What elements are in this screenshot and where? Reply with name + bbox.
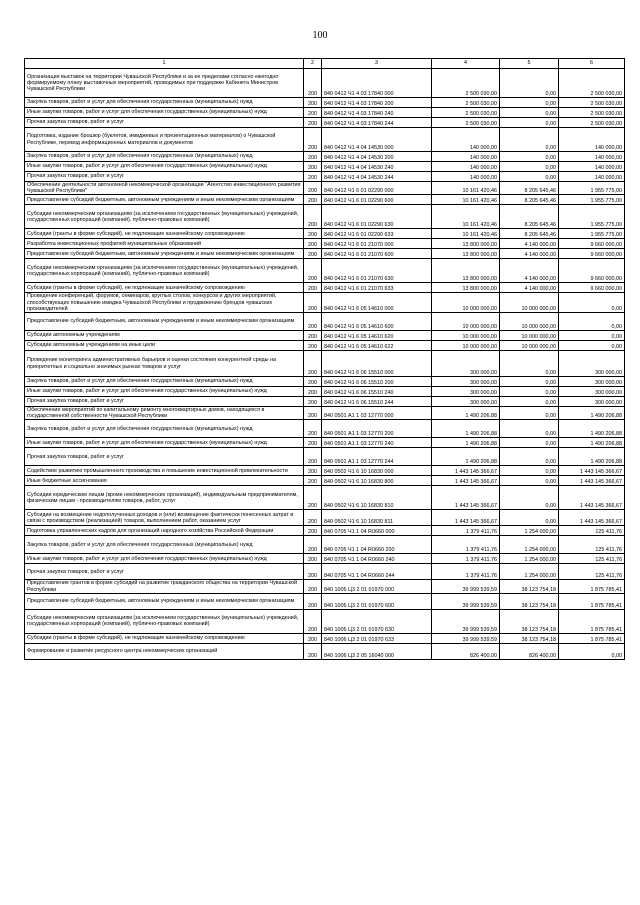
table-row bbox=[25, 420, 625, 438]
table-row bbox=[25, 249, 625, 259]
cell-remaining-amount: 9 660 000,00 bbox=[559, 283, 625, 293]
cell-executed-amount: 38 123 754,18 bbox=[500, 593, 559, 609]
cell-budget-code: 840 0501 А1 1 03 12770 240 bbox=[322, 438, 432, 448]
cell-line-code: 200 bbox=[304, 580, 322, 593]
cell-remaining-amount: 140 000,00 bbox=[559, 172, 625, 182]
cell-approved-amount: 10 161 420,46 bbox=[432, 205, 500, 229]
cell-line-code: 200 bbox=[304, 387, 322, 397]
cell-remaining-amount: 140 000,00 bbox=[559, 152, 625, 162]
cell-executed-amount: 4 140 000,00 bbox=[500, 259, 559, 283]
cell-executed-amount: 4 140 000,00 bbox=[500, 249, 559, 259]
cell-line-code: 200 bbox=[304, 118, 322, 128]
table-row bbox=[25, 172, 625, 182]
cell-approved-amount: 140 000,00 bbox=[432, 162, 500, 172]
cell-budget-code: 840 1006 Ц3 2 01 01970 000 bbox=[322, 580, 432, 593]
cell-approved-amount: 13 800 000,00 bbox=[432, 249, 500, 259]
cell-budget-code: 840 0502 Ч1 6 10 16830 810 bbox=[322, 486, 432, 510]
table-row bbox=[25, 182, 625, 195]
cell-line-code: 200 bbox=[304, 195, 322, 205]
table-row bbox=[25, 377, 625, 387]
cell-line-code: 200 bbox=[304, 448, 322, 466]
cell-executed-amount: 0,00 bbox=[500, 69, 559, 98]
cell-executed-amount: 0,00 bbox=[500, 351, 559, 377]
cell-line-code: 200 bbox=[304, 69, 322, 98]
cell-approved-amount: 300 000,00 bbox=[432, 377, 500, 387]
table-row bbox=[25, 239, 625, 249]
cell-executed-amount: 4 140 000,00 bbox=[500, 283, 559, 293]
cell-budget-code: 840 0412 Ч1 4 04 14530 000 bbox=[322, 128, 432, 152]
cell-name: Обеспечение деятельности автономной некоммерческой организации "Агентство инвестиционного развития Чувашской Республики" bbox=[25, 182, 304, 195]
column-header-approved: 4 bbox=[432, 59, 500, 69]
cell-remaining-amount: 1 955 775,00 bbox=[559, 182, 625, 195]
cell-remaining-amount: 1 490 206,88 bbox=[559, 448, 625, 466]
cell-executed-amount: 0,00 bbox=[500, 476, 559, 486]
table-row bbox=[25, 448, 625, 466]
cell-approved-amount: 140 000,00 bbox=[432, 152, 500, 162]
cell-name: Предоставление субсидий бюджетным, автономным учреждениям и иным некоммерческим организациям bbox=[25, 249, 304, 259]
cell-approved-amount: 2 500 030,00 bbox=[432, 98, 500, 108]
table-header-row bbox=[25, 59, 625, 69]
cell-budget-code: 840 0412 Ч1 6 01 02290 600 bbox=[322, 195, 432, 205]
table-row bbox=[25, 564, 625, 580]
cell-budget-code: 840 0412 Ч1 6 06 15510 240 bbox=[322, 387, 432, 397]
cell-executed-amount: 0,00 bbox=[500, 448, 559, 466]
cell-remaining-amount: 125 411,76 bbox=[559, 526, 625, 536]
cell-budget-code: 840 0501 А1 1 03 12770 000 bbox=[322, 407, 432, 420]
table-row bbox=[25, 293, 625, 313]
cell-budget-code: 840 0412 Ч1 4 04 14530 200 bbox=[322, 152, 432, 162]
cell-remaining-amount: 1 955 775,00 bbox=[559, 195, 625, 205]
cell-executed-amount: 0,00 bbox=[500, 128, 559, 152]
cell-approved-amount: 10 161 420,46 bbox=[432, 182, 500, 195]
cell-approved-amount: 1 443 145 366,67 bbox=[432, 510, 500, 526]
table-row bbox=[25, 229, 625, 239]
cell-name: Прочая закупка товаров, работ и услуг bbox=[25, 448, 304, 466]
cell-remaining-amount: 1 875 785,41 bbox=[559, 593, 625, 609]
cell-remaining-amount: 300 000,00 bbox=[559, 351, 625, 377]
table-row bbox=[25, 466, 625, 476]
cell-approved-amount: 10 000 000,00 bbox=[432, 313, 500, 331]
cell-remaining-amount: 1 443 145 366,67 bbox=[559, 476, 625, 486]
table-row bbox=[25, 438, 625, 448]
cell-remaining-amount: 9 660 000,00 bbox=[559, 249, 625, 259]
cell-line-code: 200 bbox=[304, 526, 322, 536]
cell-budget-code: 840 0412 Ч1 6 01 21070 000 bbox=[322, 239, 432, 249]
budget-table bbox=[24, 58, 625, 660]
cell-approved-amount: 826 400,00 bbox=[432, 643, 500, 659]
cell-budget-code: 840 0412 Ч1 6 05 14610 620 bbox=[322, 331, 432, 341]
cell-approved-amount: 10 000 000,00 bbox=[432, 293, 500, 313]
cell-approved-amount: 39 999 539,59 bbox=[432, 633, 500, 643]
cell-executed-amount: 0,00 bbox=[500, 510, 559, 526]
cell-remaining-amount: 1 443 145 366,67 bbox=[559, 510, 625, 526]
cell-remaining-amount: 1 490 206,88 bbox=[559, 407, 625, 420]
table-row bbox=[25, 98, 625, 108]
cell-line-code: 200 bbox=[304, 377, 322, 387]
column-header-code: 2 bbox=[304, 59, 322, 69]
cell-line-code: 200 bbox=[304, 229, 322, 239]
cell-budget-code: 840 0501 А1 1 03 12770 244 bbox=[322, 448, 432, 466]
cell-budget-code: 840 0412 Ч1 6 06 15510 244 bbox=[322, 397, 432, 407]
table-row bbox=[25, 195, 625, 205]
cell-line-code: 200 bbox=[304, 128, 322, 152]
cell-budget-code: 840 0412 Ч1 6 06 15510 000 bbox=[322, 351, 432, 377]
cell-approved-amount: 1 379 411,76 bbox=[432, 564, 500, 580]
table-row bbox=[25, 593, 625, 609]
cell-remaining-amount: 1 955 775,00 bbox=[559, 205, 625, 229]
cell-line-code: 200 bbox=[304, 239, 322, 249]
cell-remaining-amount: 300 000,00 bbox=[559, 397, 625, 407]
cell-budget-code: 840 0502 Ч1 6 10 16830 000 bbox=[322, 466, 432, 476]
cell-name: Субсидии некоммерческим организациям (за исключением государственных (муниципальных) учреждений, государственных корпораций (компаний), публично-правовых компаний) bbox=[25, 609, 304, 633]
cell-executed-amount: 0,00 bbox=[500, 407, 559, 420]
cell-approved-amount: 10 161 420,46 bbox=[432, 195, 500, 205]
cell-name: Субсидии (гранты в форме субсидий), не подлежащие казначейскому сопровождению bbox=[25, 633, 304, 643]
cell-name: Субсидии на возмещение недополученных доходов и (или) возмещение фактически понесенных затрат в связи с производством (реализацией) товаров, выполнением работ, оказанием услуг bbox=[25, 510, 304, 526]
table-row bbox=[25, 609, 625, 633]
cell-line-code: 200 bbox=[304, 98, 322, 108]
cell-approved-amount: 1 490 206,88 bbox=[432, 438, 500, 448]
cell-approved-amount: 1 443 145 366,67 bbox=[432, 476, 500, 486]
cell-executed-amount: 10 000 000,00 bbox=[500, 293, 559, 313]
cell-name: Формирование и развитие ресурсного центра некоммерческих организаций bbox=[25, 643, 304, 659]
cell-name: Иные закупки товаров, работ и услуг для обеспечения государственных (муниципальных) нужд bbox=[25, 108, 304, 118]
cell-executed-amount: 1 254 000,00 bbox=[500, 554, 559, 564]
cell-name: Обеспечение мероприятий по капитальному ремонту многоквартирных домов, находящихся в государственной собственности Чувашской Республики bbox=[25, 407, 304, 420]
cell-budget-code: 840 0705 Ч1 1 04 R0660 240 bbox=[322, 554, 432, 564]
cell-executed-amount: 8 205 645,46 bbox=[500, 182, 559, 195]
cell-line-code: 200 bbox=[304, 510, 322, 526]
table-row bbox=[25, 152, 625, 162]
cell-name: Проведение мониторинга административных барьеров и оценки состояния конкурентной среды на приоритетных и социально значимых рынках товаров и услуг bbox=[25, 351, 304, 377]
cell-name: Субсидии некоммерческим организациям (за исключением государственных (муниципальных) учреждений, государственных корпораций (компаний), публично-правовых компаний) bbox=[25, 259, 304, 283]
table-row bbox=[25, 510, 625, 526]
cell-name: Предоставление грантов в форме субсидий на развитие гражданского общества на территории Чувашской Республики bbox=[25, 580, 304, 593]
cell-budget-code: 840 0705 Ч1 1 04 R0660 200 bbox=[322, 536, 432, 554]
cell-approved-amount: 2 500 030,00 bbox=[432, 108, 500, 118]
cell-executed-amount: 8 205 645,46 bbox=[500, 205, 559, 229]
cell-name: Субсидии (гранты в форме субсидий), не подлежащие казначейскому сопровождению bbox=[25, 283, 304, 293]
cell-line-code: 200 bbox=[304, 466, 322, 476]
cell-line-code: 200 bbox=[304, 283, 322, 293]
cell-line-code: 200 bbox=[304, 420, 322, 438]
cell-approved-amount: 13 800 000,00 bbox=[432, 283, 500, 293]
cell-approved-amount: 1 490 206,88 bbox=[432, 448, 500, 466]
cell-name: Подготовка управленческих кадров для организаций народного хозяйства Российской Федерации bbox=[25, 526, 304, 536]
cell-executed-amount: 826 400,00 bbox=[500, 643, 559, 659]
cell-name: Иные закупки товаров, работ и услуг для обеспечения государственных (муниципальных) нужд bbox=[25, 554, 304, 564]
cell-approved-amount: 1 379 411,76 bbox=[432, 554, 500, 564]
cell-remaining-amount: 2 500 030,00 bbox=[559, 69, 625, 98]
cell-budget-code: 840 0412 Ч1 4 04 14530 244 bbox=[322, 172, 432, 182]
cell-name: Закупка товаров, работ и услуг для обеспечения государственных (муниципальных) нужд bbox=[25, 152, 304, 162]
cell-executed-amount: 1 254 000,00 bbox=[500, 564, 559, 580]
cell-remaining-amount: 140 000,00 bbox=[559, 128, 625, 152]
table-row bbox=[25, 162, 625, 172]
cell-approved-amount: 2 500 030,00 bbox=[432, 69, 500, 98]
cell-name: Предоставление субсидий бюджетным, автономным учреждениям и иным некоммерческим организациям bbox=[25, 593, 304, 609]
cell-budget-code: 840 0502 Ч1 6 10 16830 800 bbox=[322, 476, 432, 486]
cell-line-code: 200 bbox=[304, 259, 322, 283]
cell-executed-amount: 0,00 bbox=[500, 420, 559, 438]
cell-executed-amount: 0,00 bbox=[500, 162, 559, 172]
table-row bbox=[25, 397, 625, 407]
cell-budget-code: 840 0412 Ч1 6 01 02290 000 bbox=[322, 182, 432, 195]
cell-executed-amount: 0,00 bbox=[500, 172, 559, 182]
column-header-name: 1 bbox=[25, 59, 304, 69]
table-row bbox=[25, 387, 625, 397]
cell-budget-code: 840 0412 Ч1 6 01 21070 630 bbox=[322, 259, 432, 283]
cell-budget-code: 840 0412 Ч1 4 03 17840 240 bbox=[322, 108, 432, 118]
cell-remaining-amount: 125 411,76 bbox=[559, 554, 625, 564]
cell-budget-code: 840 0502 Ч1 6 10 16830 811 bbox=[322, 510, 432, 526]
cell-remaining-amount: 0,00 bbox=[559, 643, 625, 659]
cell-budget-code: 840 0412 Ч1 6 05 14610 600 bbox=[322, 313, 432, 331]
cell-executed-amount: 0,00 bbox=[500, 397, 559, 407]
cell-approved-amount: 140 000,00 bbox=[432, 128, 500, 152]
cell-name: Закупка товаров, работ и услуг для обеспечения государственных (муниципальных) нужд bbox=[25, 536, 304, 554]
cell-name: Иные закупки товаров, работ и услуг для обеспечения государственных (муниципальных) нужд bbox=[25, 387, 304, 397]
table-row bbox=[25, 259, 625, 283]
cell-executed-amount: 10 000 000,00 bbox=[500, 331, 559, 341]
table-row bbox=[25, 331, 625, 341]
cell-approved-amount: 1 490 206,88 bbox=[432, 407, 500, 420]
cell-executed-amount: 8 205 645,46 bbox=[500, 229, 559, 239]
cell-remaining-amount: 2 500 030,00 bbox=[559, 118, 625, 128]
cell-line-code: 200 bbox=[304, 182, 322, 195]
table-row bbox=[25, 580, 625, 593]
cell-approved-amount: 1 379 411,76 bbox=[432, 536, 500, 554]
cell-name: Разработка инвестиционных профилей муниципальных образований bbox=[25, 239, 304, 249]
table-row bbox=[25, 486, 625, 510]
cell-name: Субсидии (гранты в форме субсидий), не подлежащие казначейскому сопровождению bbox=[25, 229, 304, 239]
cell-remaining-amount: 2 500 030,00 bbox=[559, 98, 625, 108]
table-row bbox=[25, 69, 625, 98]
cell-approved-amount: 13 800 000,00 bbox=[432, 239, 500, 249]
cell-line-code: 200 bbox=[304, 152, 322, 162]
table-row bbox=[25, 526, 625, 536]
cell-line-code: 200 bbox=[304, 407, 322, 420]
cell-remaining-amount: 1 955 775,00 bbox=[559, 229, 625, 239]
cell-remaining-amount: 0,00 bbox=[559, 331, 625, 341]
cell-approved-amount: 300 000,00 bbox=[432, 387, 500, 397]
cell-executed-amount: 38 123 754,18 bbox=[500, 633, 559, 643]
cell-line-code: 200 bbox=[304, 438, 322, 448]
cell-executed-amount: 0,00 bbox=[500, 466, 559, 476]
cell-name: Субсидии юридическим лицам (кроме некоммерческих организаций), индивидуальным предпринимателям, физическим лицам - производителям товаров, работ, услуг bbox=[25, 486, 304, 510]
cell-executed-amount: 0,00 bbox=[500, 377, 559, 387]
table-row bbox=[25, 476, 625, 486]
cell-name: Предоставление субсидий бюджетным, автономным учреждениям и иным некоммерческим организациям bbox=[25, 313, 304, 331]
cell-budget-code: 840 1006 Ц3 2 01 01970 633 bbox=[322, 633, 432, 643]
cell-line-code: 200 bbox=[304, 476, 322, 486]
cell-line-code: 200 bbox=[304, 162, 322, 172]
cell-executed-amount: 0,00 bbox=[500, 152, 559, 162]
table-row bbox=[25, 341, 625, 351]
cell-approved-amount: 1 443 145 366,67 bbox=[432, 486, 500, 510]
cell-line-code: 200 bbox=[304, 486, 322, 510]
cell-approved-amount: 39 999 539,59 bbox=[432, 609, 500, 633]
cell-approved-amount: 300 000,00 bbox=[432, 397, 500, 407]
table-row bbox=[25, 554, 625, 564]
cell-name: Предоставление субсидий бюджетным, автономным учреждениям и иным некоммерческим организациям bbox=[25, 195, 304, 205]
cell-approved-amount: 300 000,00 bbox=[432, 351, 500, 377]
cell-budget-code: 840 0501 А1 1 03 12770 200 bbox=[322, 420, 432, 438]
cell-budget-code: 840 0412 Ч1 6 05 14610 622 bbox=[322, 341, 432, 351]
cell-remaining-amount: 0,00 bbox=[559, 293, 625, 313]
cell-executed-amount: 38 123 754,18 bbox=[500, 609, 559, 633]
cell-budget-code: 840 0412 Ч1 6 05 14610 000 bbox=[322, 293, 432, 313]
table-row bbox=[25, 313, 625, 331]
cell-executed-amount: 4 140 000,00 bbox=[500, 239, 559, 249]
cell-remaining-amount: 300 000,00 bbox=[559, 387, 625, 397]
cell-remaining-amount: 1 443 145 366,67 bbox=[559, 486, 625, 510]
cell-remaining-amount: 9 660 000,00 bbox=[559, 259, 625, 283]
cell-name: Содействие развитию промышленного производства и повышение инвестиционной привлекательности bbox=[25, 466, 304, 476]
cell-name: Субсидии автономным учреждениям на иные цели bbox=[25, 341, 304, 351]
cell-approved-amount: 1 490 206,88 bbox=[432, 420, 500, 438]
table-row bbox=[25, 536, 625, 554]
cell-remaining-amount: 1 875 785,41 bbox=[559, 633, 625, 643]
cell-budget-code: 840 0412 Ч1 6 06 15510 200 bbox=[322, 377, 432, 387]
cell-remaining-amount: 1 875 785,41 bbox=[559, 580, 625, 593]
cell-line-code: 200 bbox=[304, 331, 322, 341]
cell-budget-code: 840 0412 Ч1 6 01 21070 633 bbox=[322, 283, 432, 293]
cell-line-code: 200 bbox=[304, 643, 322, 659]
cell-line-code: 200 bbox=[304, 108, 322, 118]
cell-approved-amount: 39 999 539,59 bbox=[432, 580, 500, 593]
table-row bbox=[25, 118, 625, 128]
table-row bbox=[25, 108, 625, 118]
cell-budget-code: 840 0705 Ч1 1 04 R0660 000 bbox=[322, 526, 432, 536]
cell-name: Закупка товаров, работ и услуг для обеспечения государственных (муниципальных) нужд bbox=[25, 377, 304, 387]
cell-line-code: 200 bbox=[304, 205, 322, 229]
table-row bbox=[25, 283, 625, 293]
table-row bbox=[25, 643, 625, 659]
cell-line-code: 200 bbox=[304, 351, 322, 377]
cell-executed-amount: 0,00 bbox=[500, 438, 559, 448]
cell-name: Иные закупки товаров, работ и услуг для обеспечения государственных (муниципальных) нужд bbox=[25, 162, 304, 172]
cell-line-code: 200 bbox=[304, 341, 322, 351]
cell-name: Иные закупки товаров, работ и услуг для обеспечения государственных (муниципальных) нужд bbox=[25, 438, 304, 448]
cell-remaining-amount: 125 411,76 bbox=[559, 536, 625, 554]
cell-line-code: 200 bbox=[304, 536, 322, 554]
cell-remaining-amount: 0,00 bbox=[559, 313, 625, 331]
cell-remaining-amount: 140 000,00 bbox=[559, 162, 625, 172]
cell-remaining-amount: 1 490 206,88 bbox=[559, 438, 625, 448]
cell-approved-amount: 10 000 000,00 bbox=[432, 331, 500, 341]
cell-name: Проведение конференций, форумов, семинаров, круглых столов, конкурсов и других мероприятий, способствующих повышению имиджа Чувашской Республики и продвижению брендов чувашских производителей bbox=[25, 293, 304, 313]
cell-budget-code: 840 0412 Ч1 4 03 17840 200 bbox=[322, 98, 432, 108]
cell-remaining-amount: 1 490 206,88 bbox=[559, 420, 625, 438]
cell-approved-amount: 10 161 420,46 bbox=[432, 229, 500, 239]
cell-name: Прочая закупка товаров, работ и услуг bbox=[25, 118, 304, 128]
cell-executed-amount: 10 000 000,00 bbox=[500, 313, 559, 331]
cell-approved-amount: 13 800 000,00 bbox=[432, 259, 500, 283]
cell-approved-amount: 2 500 030,00 bbox=[432, 118, 500, 128]
cell-line-code: 200 bbox=[304, 172, 322, 182]
cell-approved-amount: 1 379 411,76 bbox=[432, 526, 500, 536]
cell-executed-amount: 0,00 bbox=[500, 98, 559, 108]
cell-line-code: 200 bbox=[304, 293, 322, 313]
cell-executed-amount: 0,00 bbox=[500, 118, 559, 128]
cell-line-code: 200 bbox=[304, 313, 322, 331]
cell-remaining-amount: 0,00 bbox=[559, 341, 625, 351]
cell-remaining-amount: 9 660 000,00 bbox=[559, 239, 625, 249]
cell-remaining-amount: 1 875 785,41 bbox=[559, 609, 625, 633]
cell-executed-amount: 1 254 000,00 bbox=[500, 536, 559, 554]
cell-budget-code: 840 1006 Ц3 2 01 01970 600 bbox=[322, 593, 432, 609]
cell-line-code: 200 bbox=[304, 554, 322, 564]
cell-remaining-amount: 300 000,00 bbox=[559, 377, 625, 387]
cell-line-code: 200 bbox=[304, 249, 322, 259]
cell-executed-amount: 0,00 bbox=[500, 486, 559, 510]
cell-approved-amount: 39 999 539,59 bbox=[432, 593, 500, 609]
cell-approved-amount: 140 000,00 bbox=[432, 172, 500, 182]
cell-budget-code: 840 0412 Ч1 4 03 17840 244 bbox=[322, 118, 432, 128]
table-row bbox=[25, 633, 625, 643]
column-header-remaining: 6 bbox=[559, 59, 625, 69]
cell-name: Закупка товаров, работ и услуг для обеспечения государственных (муниципальных) нужд bbox=[25, 420, 304, 438]
cell-name: Субсидии некоммерческим организациям (за исключением государственных (муниципальных) учреждений, государственных корпораций (компаний), публично-правовых компаний) bbox=[25, 205, 304, 229]
cell-line-code: 200 bbox=[304, 564, 322, 580]
cell-budget-code: 840 0412 Ч1 6 01 21070 600 bbox=[322, 249, 432, 259]
cell-executed-amount: 38 123 754,18 bbox=[500, 580, 559, 593]
cell-remaining-amount: 2 500 030,00 bbox=[559, 108, 625, 118]
cell-remaining-amount: 1 443 145 366,67 bbox=[559, 466, 625, 476]
cell-budget-code: 840 1006 Ц3 2 05 16040 000 bbox=[322, 643, 432, 659]
table-row bbox=[25, 128, 625, 152]
cell-approved-amount: 10 000 000,00 bbox=[432, 341, 500, 351]
cell-line-code: 200 bbox=[304, 609, 322, 633]
cell-name: Организация выставок на территории Чувашской Республики и за ее пределами согласно ежегодно формируемому плану выставочных мероприятий, проводимых при поддержке Кабинета Министров Чувашской Республики bbox=[25, 69, 304, 98]
cell-name: Прочая закупка товаров, работ и услуг bbox=[25, 397, 304, 407]
column-header-kbk: 3 bbox=[322, 59, 432, 69]
cell-name: Субсидии автономным учреждениям bbox=[25, 331, 304, 341]
cell-executed-amount: 8 205 645,46 bbox=[500, 195, 559, 205]
cell-line-code: 200 bbox=[304, 633, 322, 643]
cell-budget-code: 840 0705 Ч1 1 04 R0660 244 bbox=[322, 564, 432, 580]
cell-line-code: 200 bbox=[304, 593, 322, 609]
cell-executed-amount: 0,00 bbox=[500, 108, 559, 118]
page-number: 100 bbox=[312, 30, 328, 41]
cell-remaining-amount: 125 411,76 bbox=[559, 564, 625, 580]
cell-budget-code: 840 0412 Ч1 4 04 14530 240 bbox=[322, 162, 432, 172]
cell-budget-code: 840 0412 Ч1 4 03 17840 000 bbox=[322, 69, 432, 98]
cell-name: Подготовка, издание брошюр (буклетов, имиджевых и презентационных материалов) о Чувашской Республике, перевод информационных материалов и документов bbox=[25, 128, 304, 152]
table-row bbox=[25, 351, 625, 377]
cell-budget-code: 840 0412 Ч1 6 01 02290 630 bbox=[322, 205, 432, 229]
cell-name: Иные бюджетные ассигнования bbox=[25, 476, 304, 486]
cell-line-code: 200 bbox=[304, 397, 322, 407]
cell-approved-amount: 1 443 145 366,67 bbox=[432, 466, 500, 476]
table-row bbox=[25, 205, 625, 229]
cell-name: Прочая закупка товаров, работ и услуг bbox=[25, 564, 304, 580]
cell-budget-code: 840 1006 Ц3 2 01 01970 630 bbox=[322, 609, 432, 633]
cell-executed-amount: 0,00 bbox=[500, 387, 559, 397]
cell-name: Прочая закупка товаров, работ и услуг bbox=[25, 172, 304, 182]
cell-budget-code: 840 0412 Ч1 6 01 02290 633 bbox=[322, 229, 432, 239]
column-header-executed: 5 bbox=[500, 59, 559, 69]
cell-name: Закупка товаров, работ и услуг для обеспечения государственных (муниципальных) нужд bbox=[25, 98, 304, 108]
cell-executed-amount: 1 254 000,00 bbox=[500, 526, 559, 536]
cell-executed-amount: 10 000 000,00 bbox=[500, 341, 559, 351]
table-row bbox=[25, 407, 625, 420]
